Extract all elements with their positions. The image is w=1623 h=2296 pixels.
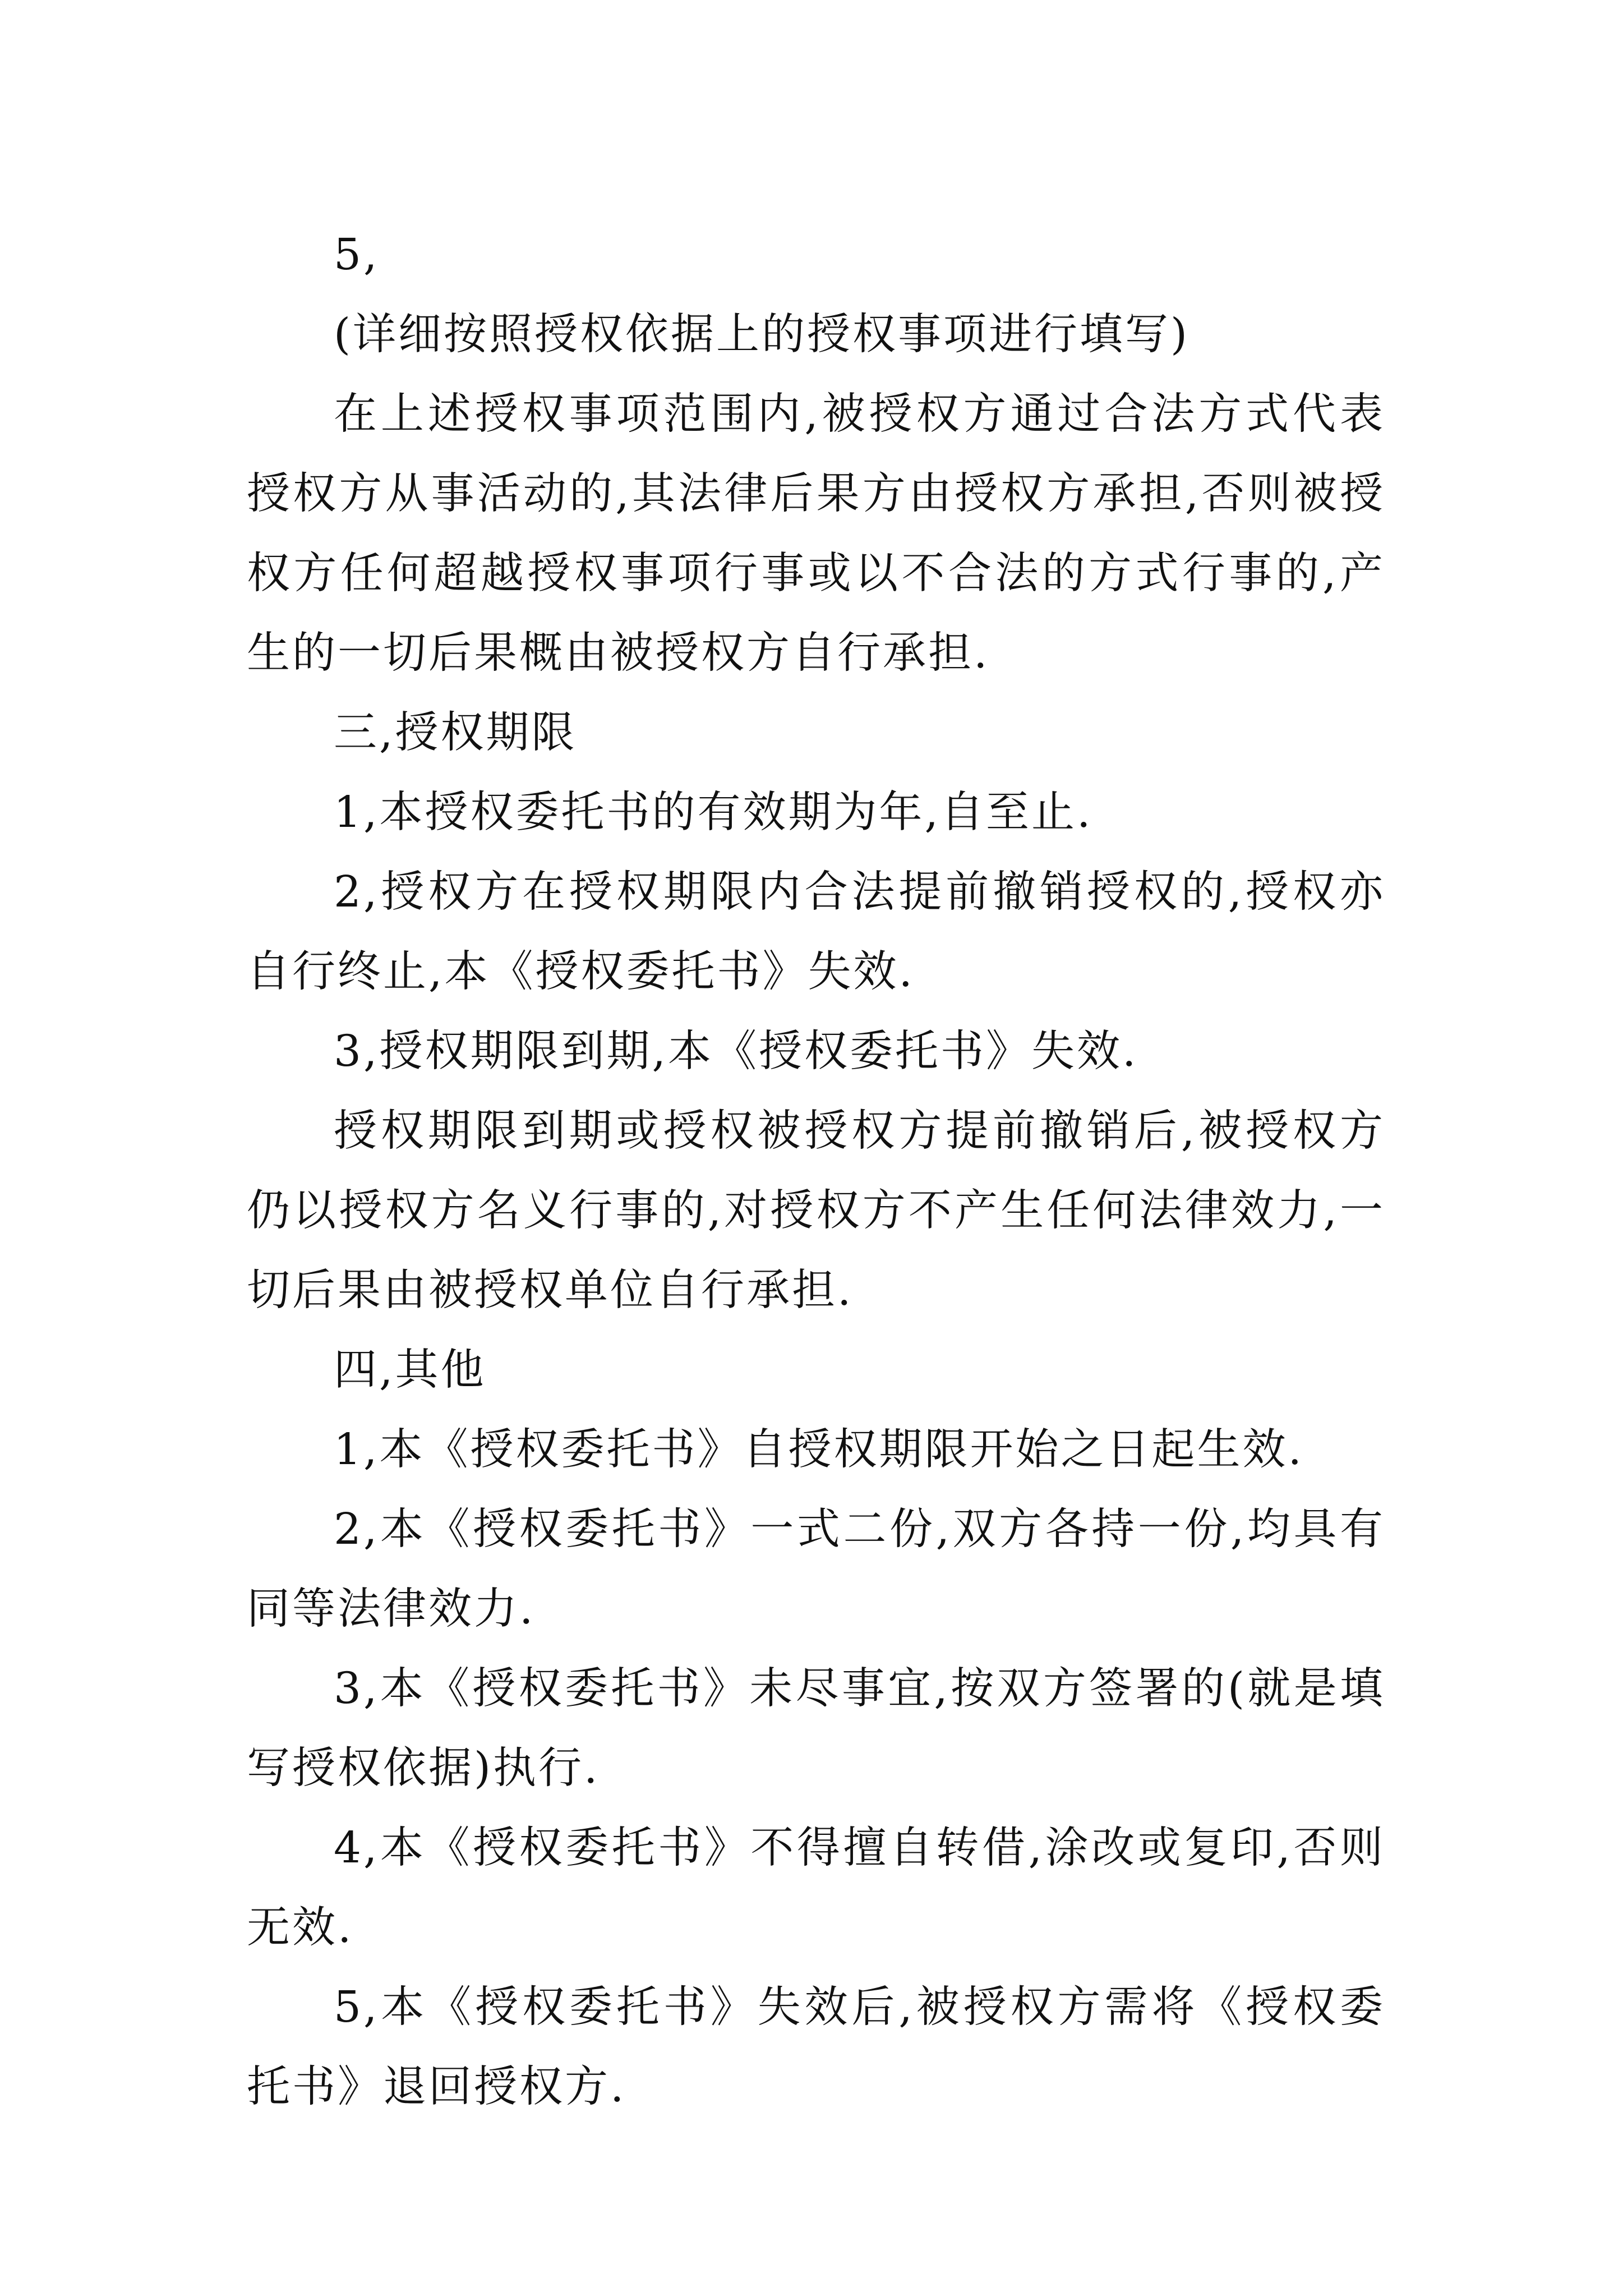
- item-5-blank: 5,: [334, 230, 380, 280]
- other-clause-5: 5,本《授权委托书》失效后,被授权方需将《授权委托书》退回授权方.: [247, 1982, 1385, 2112]
- other-clause-1: 1,本《授权委托书》自授权期限开始之日起生效.: [334, 1425, 1304, 1475]
- term-clause-1: 1,本授权委托书的有效期为年,自至止.: [334, 788, 1093, 838]
- other-clause-2: 2,本《授权委托书》一式二份,双方各持一份,均具有同等法律效力.: [247, 1504, 1385, 1634]
- other-clause-3: 3,本《授权委托书》未尽事宜,按双方签署的(就是填写授权依据)执行.: [247, 1664, 1385, 1793]
- term-clause-3: 3,授权期限到期,本《授权委托书》失效.: [334, 1027, 1138, 1076]
- scope-liability-paragraph: 在上述授权事项范围内,被授权方通过合法方式代表授权方从事活动的,其法律后果方由授权方承担,否则被授权方任何超越授权事项行事或以不合法的方式行事的,产生的一切后果概由被授权方自行承担.: [247, 389, 1385, 678]
- section-heading-term: 三,授权期限: [334, 708, 577, 758]
- expiry-liability-paragraph: 授权期限到期或授权被授权方提前撤销后,被授权方仍以授权方名义行事的,对授权方不产生任何法律效力,一切后果由被授权单位自行承担.: [247, 1106, 1385, 1315]
- document-body: [247, 215, 1385, 2127]
- term-clause-2: 2,授权方在授权期限内合法提前撤销授权的,授权亦自行终止,本《授权委托书》失效.: [247, 867, 1385, 997]
- section-heading-other: 四,其他: [334, 1345, 486, 1395]
- fill-instruction-note: (详细按照授权依据上的授权事项进行填写): [334, 310, 1190, 360]
- other-clause-4: 4,本《授权委托书》不得擅自转借,涂改或复印,否则无效.: [247, 1823, 1385, 1953]
